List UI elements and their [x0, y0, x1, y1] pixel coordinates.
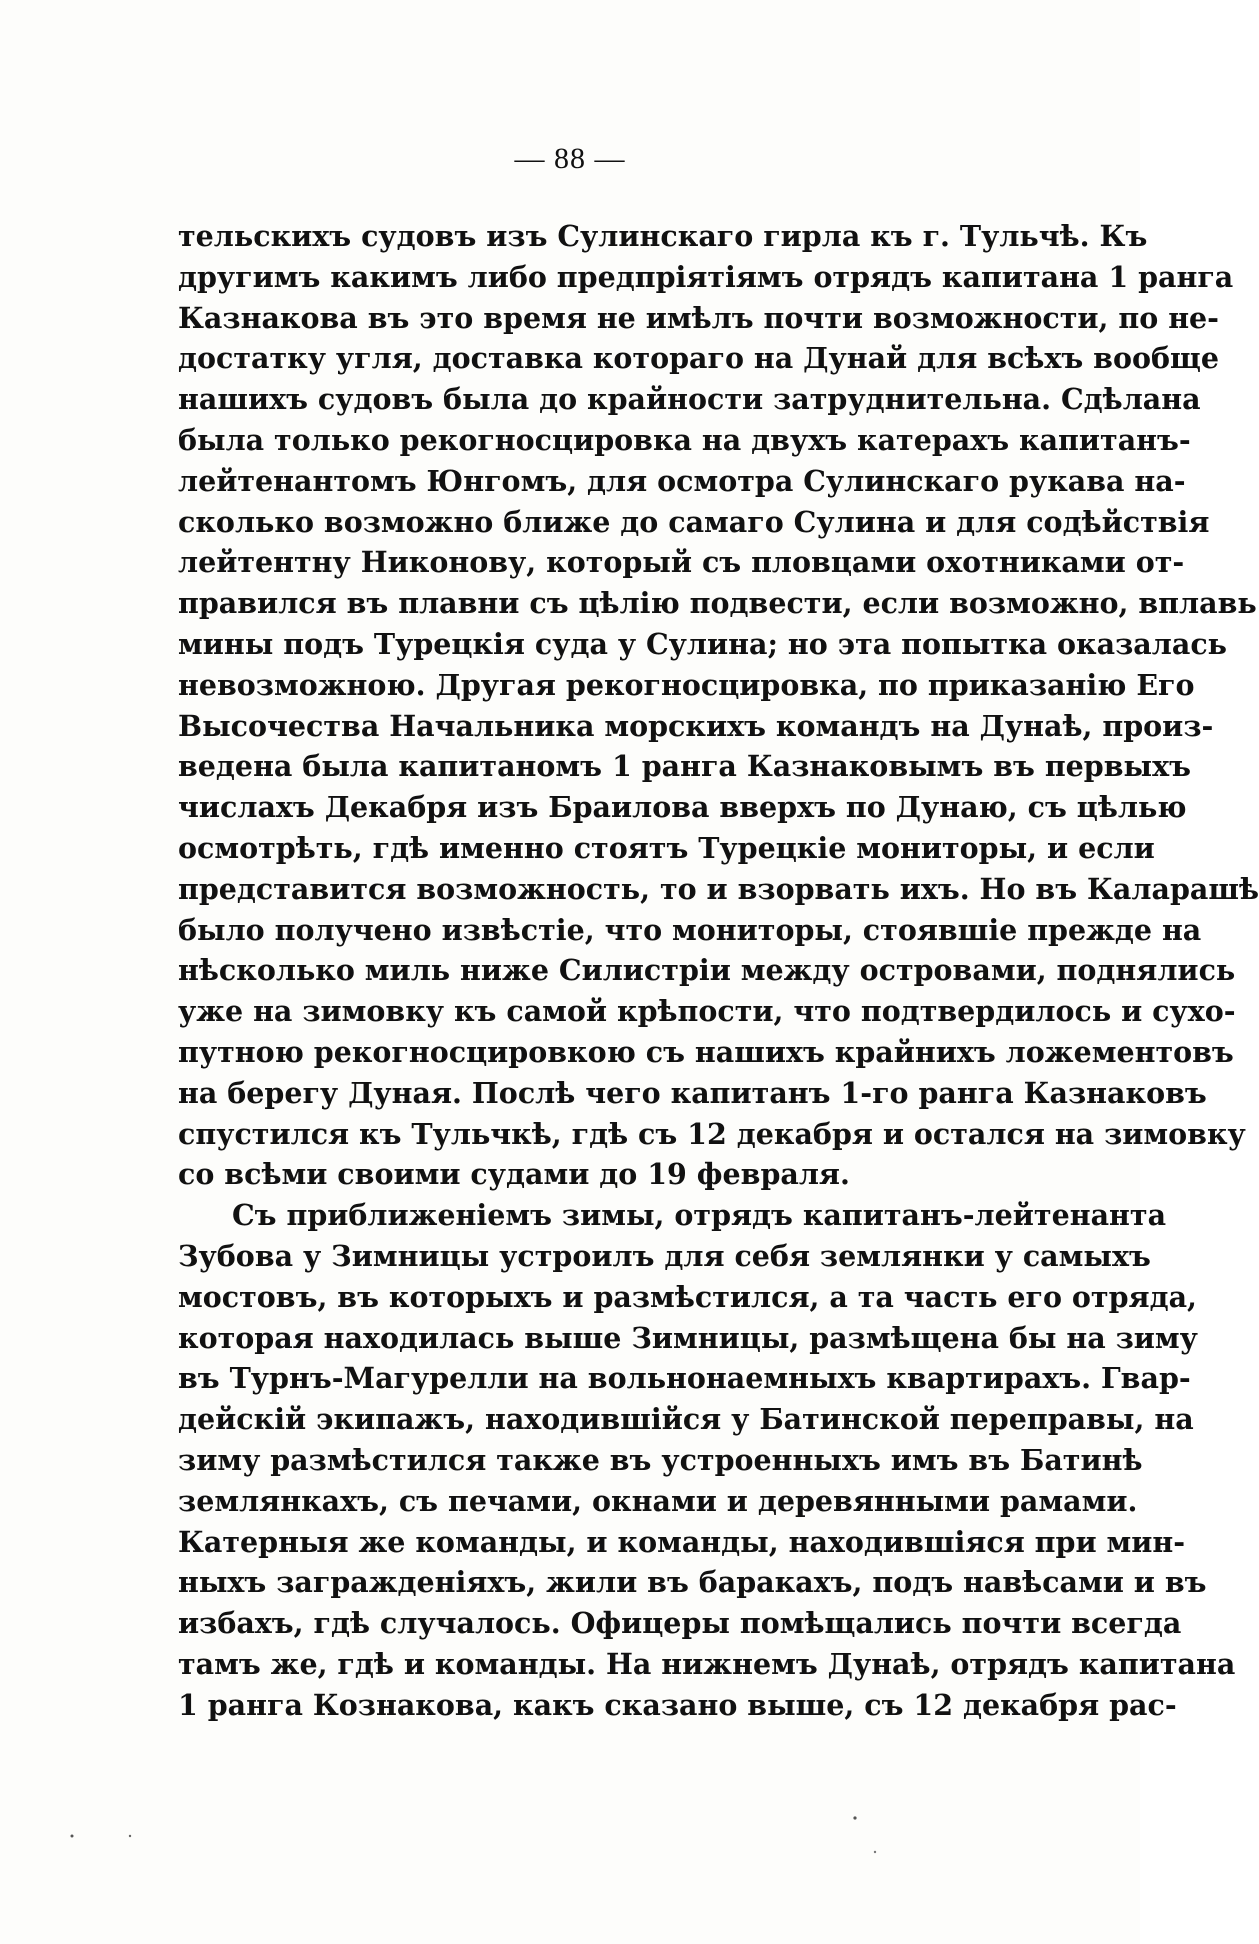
- text-line: землянкахъ, съ печами, окнами и деревянными рамами.: [178, 1483, 1138, 1518]
- text-line: уже на зимовку къ самой крѣпости, что подтвердилось и сухо-: [178, 994, 1236, 1029]
- text-line: мины подъ Турецкія суда у Сулина; но эта попытка оказалась: [178, 626, 1228, 661]
- text-line: ведена была капитаномъ 1 ранга Казнаковымъ въ первыхъ: [178, 749, 1191, 784]
- text-line: осмотрѣть, гдѣ именно стоятъ Турецкіе мониторы, и если: [178, 830, 1155, 865]
- paragraph-1: [178, 216, 1259, 1195]
- text-line: представится возможность, то и взорвать ихъ. Но въ Каларашѣ: [178, 871, 1259, 906]
- ink-speck: [853, 1816, 856, 1819]
- text-line: на берегу Дуная. Послѣ чего капитанъ 1-го ранга Казнаковъ: [178, 1075, 1207, 1110]
- text-line: избахъ, гдѣ случалось. Офицеры помѣщались почти всегда: [178, 1606, 1182, 1641]
- text-line: тамъ же, гдѣ и команды. На нижнемъ Дунаѣ, отрядъ капитана: [178, 1646, 1236, 1681]
- text-line: была только рекогносцировка на двухъ катерахъ капитанъ-: [178, 422, 1191, 457]
- text-line: со всѣми своими судами до 19 февраля.: [178, 1157, 850, 1192]
- ink-speck: [71, 1835, 74, 1838]
- text-line: путною рекогносцировкою съ нашихъ крайнихъ ложементовъ: [178, 1034, 1234, 1069]
- text-line: нашихъ судовъ была до крайности затруднительна. Сдѣлана: [178, 382, 1201, 417]
- ink-speck: [874, 1851, 876, 1853]
- text-line: спустился къ Тульчкѣ, гдѣ съ 12 декабря и остался на зимовку: [178, 1116, 1246, 1151]
- text-line: Казнакова въ это время не имѣлъ почти возможности, по не-: [178, 300, 1220, 335]
- text-line: достатку угля, доставка котораго на Дунай для всѣхъ вообще: [178, 341, 1219, 376]
- ink-speck: [129, 1835, 131, 1837]
- text-line: которая находилась выше Зимницы, размѣщена бы на зиму: [178, 1320, 1198, 1355]
- text-line: въ Турнъ-Магурелли на вольнонаемныхъ квартирахъ. Гвар-: [178, 1361, 1191, 1396]
- text-line: правился въ плавни съ цѣлію подвести, если возможно, вплавь: [178, 586, 1257, 621]
- text-line: Съ приближеніемъ зимы, отрядъ капитанъ-лейтенанта: [232, 1198, 1167, 1233]
- text-line: дейскій экипажъ, находившійся у Батинской переправы, на: [178, 1402, 1194, 1437]
- text-line: другимъ какимъ либо предпріятіямъ отрядъ капитана 1 ранга: [178, 259, 1234, 294]
- page-number: — 88 —: [514, 142, 626, 175]
- text-line: тельскихъ судовъ изъ Сулинскаго гирла къ г. Тульчѣ. Къ: [178, 219, 1148, 253]
- text-line: 1 ранга Кознакова, какъ сказано выше, съ 12 декабря рас-: [178, 1687, 1177, 1722]
- text-line: сколько возможно ближе до самаго Сулина и для содѣйствія: [178, 504, 1210, 539]
- text-line: лейтенантомъ Юнгомъ, для осмотра Сулинскаго рукава на-: [178, 463, 1186, 498]
- text-line: Зубова у Зимницы устроилъ для себя землянки у самыхъ: [178, 1238, 1151, 1273]
- paragraph-2: [178, 1195, 1236, 1725]
- text-line: Катерныя же команды, и команды, находившіяся при мин-: [178, 1524, 1186, 1559]
- text-line: зиму размѣстился также въ устроенныхъ имъ въ Батинѣ: [178, 1442, 1143, 1477]
- text-line: невозможною. Другая рекогносцировка, по приказанію Его: [178, 667, 1195, 702]
- text-line: лейтентну Никонову, который съ пловцами охотниками от-: [178, 545, 1185, 580]
- text-line: было получено извѣстіе, что мониторы, стоявшіе прежде на: [178, 912, 1202, 947]
- text-line: мостовъ, въ которыхъ и размѣстился, а та часть его отряда,: [178, 1279, 1197, 1314]
- text-line: Высочества Начальника морскихъ командъ на Дунаѣ, произ-: [178, 708, 1214, 743]
- body-text: [178, 216, 1259, 1725]
- text-line: числахъ Декабря изъ Браилова вверхъ по Дунаю, съ цѣлью: [178, 790, 1187, 825]
- text-line: нѣсколько миль ниже Силистріи между островами, поднялись: [178, 953, 1236, 988]
- text-line: ныхъ загражденіяхъ, жили въ баракахъ, подъ навѣсами и въ: [178, 1565, 1207, 1600]
